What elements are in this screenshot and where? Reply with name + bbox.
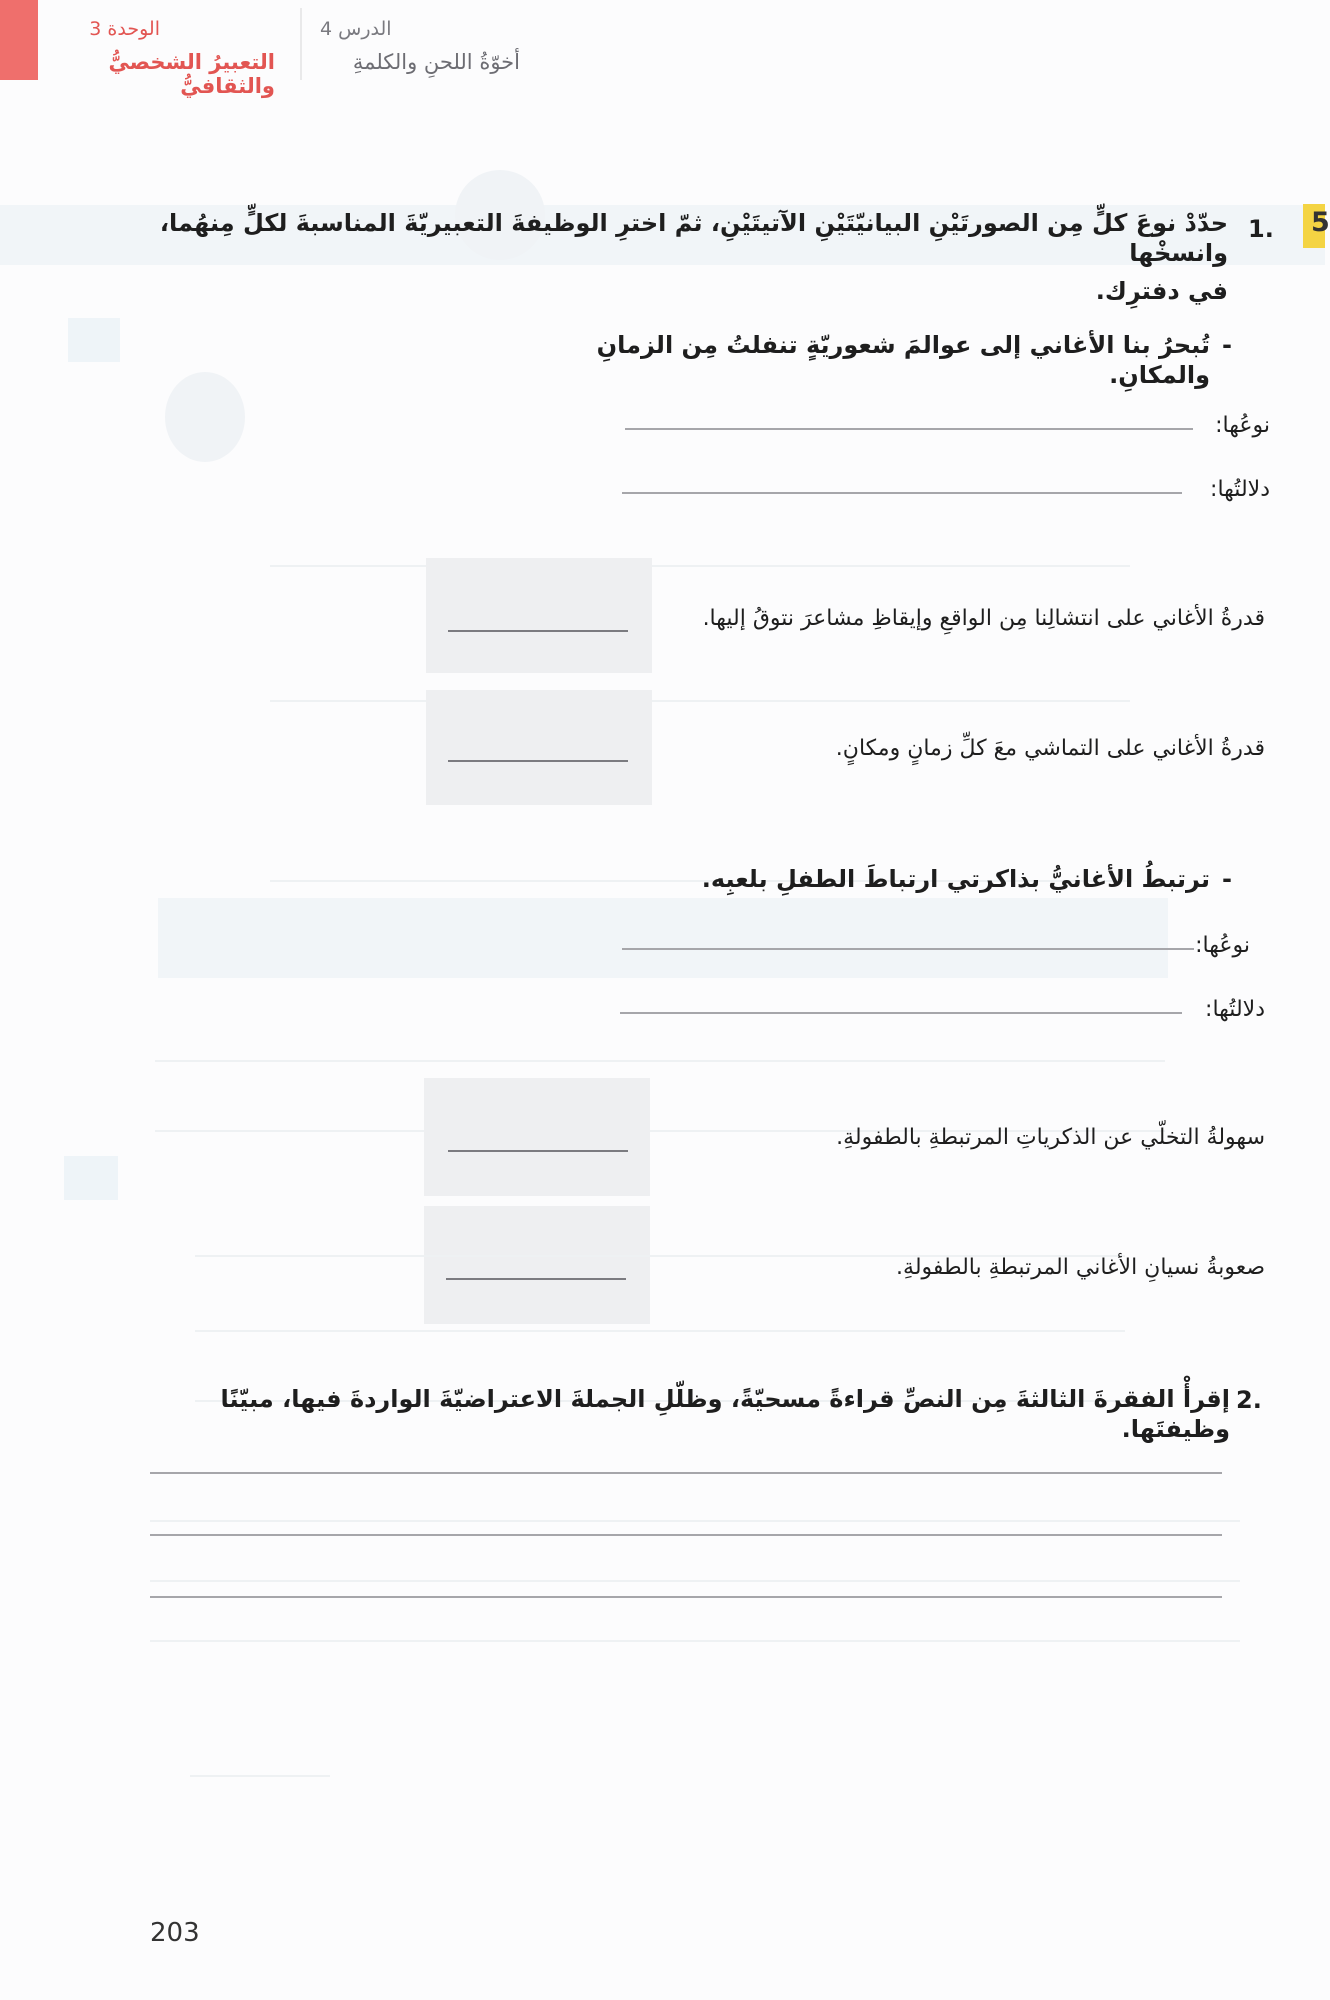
question-2-answer-line-1[interactable] <box>150 1472 1222 1474</box>
item-2-option-1: سهولةُ التخلّي عن الذكرياتِ المرتبطةِ بالطفولةِ. <box>836 1125 1265 1150</box>
edge-section-number: 5 <box>1311 207 1330 238</box>
question-1-number: 1. <box>1248 215 1274 243</box>
ghost-line-2 <box>270 700 1130 702</box>
item-2-option-1-blank[interactable] <box>448 1150 628 1152</box>
ghost-box-2 <box>426 690 652 805</box>
header-divider <box>300 8 302 80</box>
ghost-box-4 <box>424 1206 650 1324</box>
ghost-line-4 <box>155 1060 1165 1062</box>
ghost-badge-2 <box>64 1156 118 1200</box>
question-1-instruction-cont: في دفترِك. <box>1095 277 1228 305</box>
ghost-badge-1 <box>68 318 120 362</box>
lesson-title: أخوّةُ اللحنِ والكلمةِ <box>352 50 520 74</box>
unit-title: التعبيرُ الشخصيُّ والثقافيُّ <box>108 50 275 98</box>
item-2-meaning-label: دلالتُها: <box>1205 997 1265 1022</box>
question-2-instruction: إقرأْ الفقرةَ الثالثةَ مِن النصِّ قراءةً مسحيّةً، وظلّلِ الجملةَ الاعتراضيّةَ الواردةَ فيها، مبيّنًا وظيفتَها. <box>220 1385 1230 1443</box>
item-1-option-2: قدرةُ الأغاني على التماشي معَ كلِّ زمانٍ ومكانٍ. <box>835 736 1265 761</box>
ghost-line-10 <box>150 1580 1240 1582</box>
ghost-line-1 <box>270 565 1130 567</box>
question-1-instruction: حدّدْ نوعَ كلٍّ مِن الصورتَيْنِ البيانيّتَيْنِ الآتيتَيْنِ، ثمّ اخترِ الوظيفةَ التعبيريّةَ المناسبةَ لكلٍّ مِنهُما، وانسخْها <box>159 209 1228 267</box>
item-1-meaning-label: دلالتُها: <box>1210 477 1270 502</box>
item-2-type-answer-line[interactable] <box>622 948 1194 950</box>
item-2-option-2-blank[interactable] <box>446 1278 626 1280</box>
ghost-emoji-bar <box>158 898 1168 978</box>
ghost-mascot-left <box>165 372 245 462</box>
question-2-answer-line-2[interactable] <box>150 1534 1222 1536</box>
item-1-option-1-blank[interactable] <box>448 630 628 632</box>
page-number: 203 <box>150 1918 200 1948</box>
item-2-text: ترتبطُ الأغانيُّ بذاكرتي ارتباطَ الطفلِ بلعبِه. <box>701 865 1210 893</box>
item-2-option-2: صعوبةُ نسيانِ الأغاني المرتبطةِ بالطفولةِ. <box>896 1255 1265 1280</box>
unit-number: الوحدة 3 <box>89 18 160 40</box>
ghost-line-9 <box>150 1520 1240 1522</box>
item-2-dash: - <box>1222 865 1232 893</box>
ghost-box-1 <box>426 558 652 673</box>
item-1-type-answer-line[interactable] <box>625 428 1193 430</box>
ghost-line-12 <box>190 1775 330 1777</box>
question-2-answer-line-3[interactable] <box>150 1596 1222 1598</box>
ghost-box-3 <box>424 1078 650 1196</box>
item-1-meaning-answer-line[interactable] <box>622 492 1182 494</box>
item-2-type-label: نوعُها: <box>1195 933 1250 958</box>
unit-color-tab <box>0 0 38 80</box>
lesson-number: الدرس 4 <box>320 18 392 40</box>
item-1-dash: - <box>1222 331 1232 359</box>
item-1-type-label: نوعُها: <box>1215 413 1270 438</box>
ghost-line-7 <box>195 1330 1125 1332</box>
item-1-option-1: قدرةُ الأغاني على انتشالِنا مِن الواقعِ وإيقاظِ مشاعرَ نتوقُ إليها. <box>702 606 1265 631</box>
ghost-line-11 <box>150 1640 1240 1642</box>
item-1-text: تُبحرُ بنا الأغاني إلى عوالمَ شعوريّةٍ تنفلتُ مِن الزمانِ والمكانِ. <box>596 331 1210 389</box>
item-1-option-2-blank[interactable] <box>448 760 628 762</box>
item-2-meaning-answer-line[interactable] <box>620 1012 1182 1014</box>
question-2-number: 2. <box>1236 1386 1262 1414</box>
